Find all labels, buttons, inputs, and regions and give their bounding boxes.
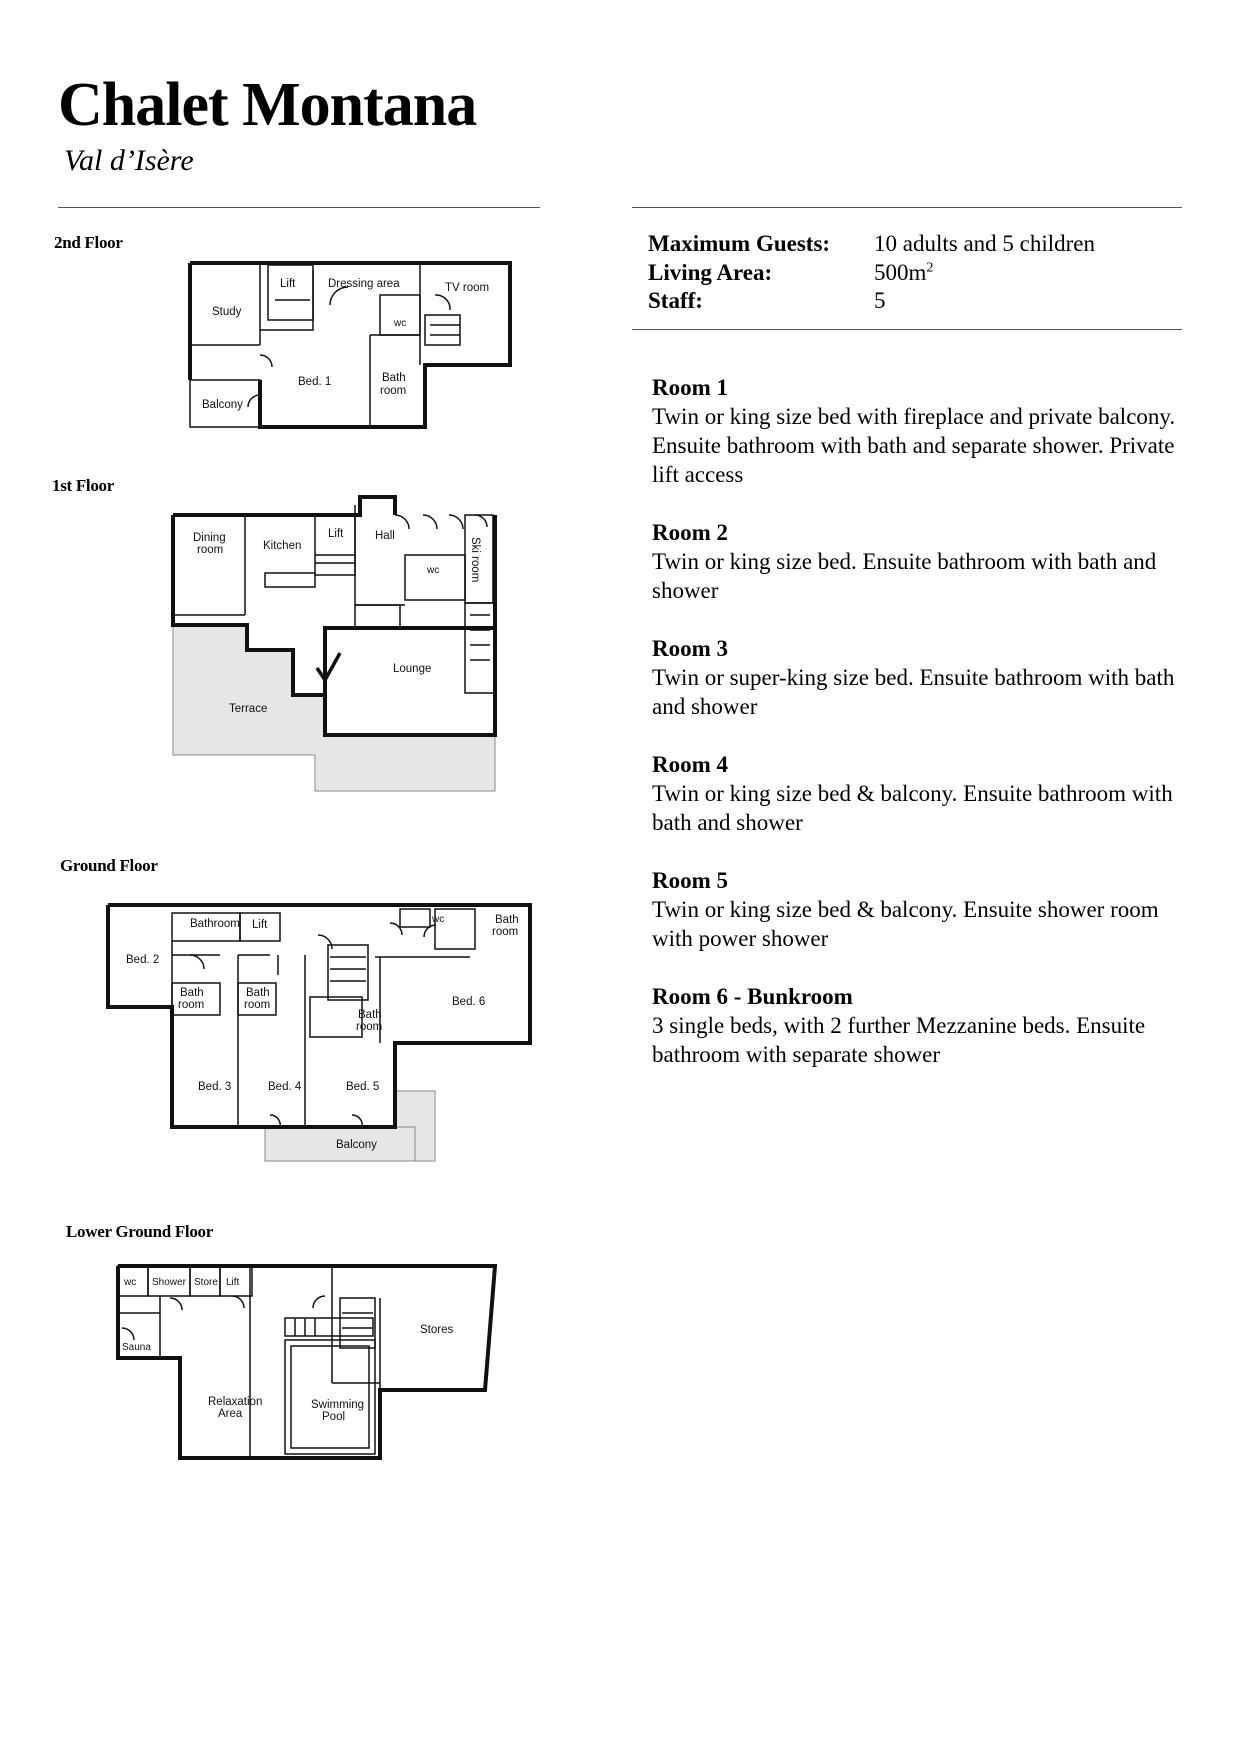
- room-label-bed-4: Bed. 4: [268, 1081, 302, 1093]
- room-title: Room 2: [652, 520, 729, 545]
- room-item: [652, 518, 1192, 605]
- room-label-lift: Lift: [226, 1277, 240, 1288]
- room-label-bed-2: Bed. 2: [126, 954, 160, 966]
- stat-label: Staff:: [648, 288, 703, 313]
- stat-staff: [648, 287, 1095, 316]
- room-label-kitchen: Kitchen: [263, 540, 302, 552]
- room-label-dressing-area: Dressing area: [328, 278, 400, 290]
- property-stats: [648, 230, 1095, 316]
- room-description: Twin or king size bed & balcony. Ensuite bathroom with bath and shower: [652, 781, 1173, 835]
- room-item: [652, 982, 1192, 1069]
- stat-value-superscript: 2: [926, 259, 934, 275]
- room-label-lift: Lift: [328, 528, 344, 540]
- room-label-swimming: Swimming: [311, 1399, 365, 1411]
- divider-left: [58, 207, 540, 208]
- room-label-terrace: Terrace: [229, 703, 268, 715]
- room-title: Room 4: [652, 752, 729, 777]
- room-label-wc: wc: [124, 1277, 137, 1288]
- room-description: Twin or king size bed with fireplace and private balcony. Ensuite bathroom with bath and separate shower. Private lift access: [652, 404, 1176, 487]
- room-label-bath-bed3: Bath: [180, 987, 204, 999]
- room-description: 3 single beds, with 2 further Mezzanine beds. Ensuite bathroom with separate shower: [652, 1013, 1146, 1067]
- check-mark-icon: [317, 653, 340, 680]
- room-label-bath-bed4-room: room: [244, 999, 271, 1011]
- stat-living-area: [648, 259, 1095, 288]
- room-label-bath-right-room: room: [492, 926, 519, 938]
- floor-label-1st: 1st Floor: [52, 476, 114, 495]
- room-label-bath-room: room: [380, 385, 407, 397]
- room-label-bed-5: Bed. 5: [346, 1081, 380, 1093]
- room-label-dining-room: room: [197, 544, 224, 556]
- room-label-tv-room: TV room: [445, 282, 490, 294]
- room-label-lift: Lift: [252, 919, 268, 931]
- floor-label-ground: Ground Floor: [60, 856, 158, 875]
- room-label-lift: Lift: [280, 278, 296, 290]
- room-title: Room 3: [652, 636, 729, 661]
- floor-plan-lower-ground: [110, 1258, 510, 1468]
- room-title: Room 6 - Bunkroom: [652, 984, 853, 1009]
- stat-label: Living Area:: [648, 259, 773, 285]
- stat-max-guests: [648, 230, 1095, 259]
- room-label-ski-room: Ski room: [469, 537, 481, 583]
- room-label-lounge: Lounge: [393, 663, 432, 675]
- room-title: Room 5: [652, 868, 729, 893]
- stat-value: 10 adults and 5 children: [874, 231, 1096, 256]
- room-label-bath-bed4: Bath: [246, 987, 270, 999]
- stat-value-text: 500m: [874, 259, 927, 285]
- page-title: Chalet Montana: [58, 71, 477, 139]
- room-label-bed-3: Bed. 3: [198, 1081, 232, 1093]
- room-item: [652, 750, 1192, 837]
- room-item: [652, 634, 1192, 721]
- stat-value: 5: [874, 288, 886, 313]
- stat-label: Maximum Guests:: [648, 231, 831, 256]
- room-item: [652, 866, 1192, 953]
- room-label-relaxation-area: Area: [218, 1408, 243, 1420]
- room-label-relaxation: Relaxation: [208, 1396, 263, 1408]
- room-label-bathroom: Bathroom: [190, 918, 240, 930]
- divider-right-top: [632, 207, 1182, 208]
- room-label-bath-bed5: Bath: [358, 1009, 382, 1021]
- room-description: Twin or king size bed. Ensuite bathroom with bath and shower: [652, 549, 1157, 603]
- room-description: Twin or king size bed & balcony. Ensuite shower room with power shower: [652, 897, 1159, 951]
- room-description: Twin or super-king size bed. Ensuite bathroom with bath and shower: [652, 665, 1175, 719]
- room-label-bed-1: Bed. 1: [298, 376, 332, 388]
- floor-label-lower-ground: Lower Ground Floor: [66, 1222, 213, 1241]
- room-label-bath: Bath: [382, 372, 406, 384]
- room-label-study: Study: [212, 306, 242, 318]
- room-label-dining: Dining: [193, 532, 226, 544]
- room-label-balcony: Balcony: [202, 399, 243, 411]
- floor-plan-1st: [165, 485, 505, 795]
- room-label-shower: Shower: [152, 1277, 186, 1288]
- room-label-wc: wc: [432, 914, 445, 925]
- divider-right-bottom: [632, 329, 1182, 330]
- room-title: Room 1: [652, 375, 729, 400]
- floor-plan-ground: [100, 895, 540, 1165]
- room-label-balcony: Balcony: [336, 1139, 377, 1151]
- room-item: [652, 373, 1192, 489]
- floor-plan-2nd: [180, 255, 520, 435]
- room-label-wc: wc: [427, 565, 440, 576]
- room-label-bath-bed5-room: room: [356, 1021, 383, 1033]
- room-label-stores: Stores: [420, 1324, 454, 1336]
- page-subtitle: Val d’Isère: [64, 144, 194, 177]
- floor-label-2nd: 2nd Floor: [54, 233, 123, 252]
- room-label-bed-6: Bed. 6: [452, 996, 486, 1008]
- room-label-bath-bed3-room: room: [178, 999, 205, 1011]
- room-label-store: Store: [194, 1277, 218, 1288]
- room-label-bath-right: Bath: [495, 914, 519, 926]
- room-label-wc: wc: [394, 318, 407, 329]
- room-label-pool: Pool: [322, 1411, 346, 1423]
- room-label-sauna: Sauna: [122, 1342, 151, 1353]
- room-list: [652, 373, 1192, 1098]
- room-label-hall: Hall: [375, 530, 395, 542]
- stat-value: [874, 259, 933, 288]
